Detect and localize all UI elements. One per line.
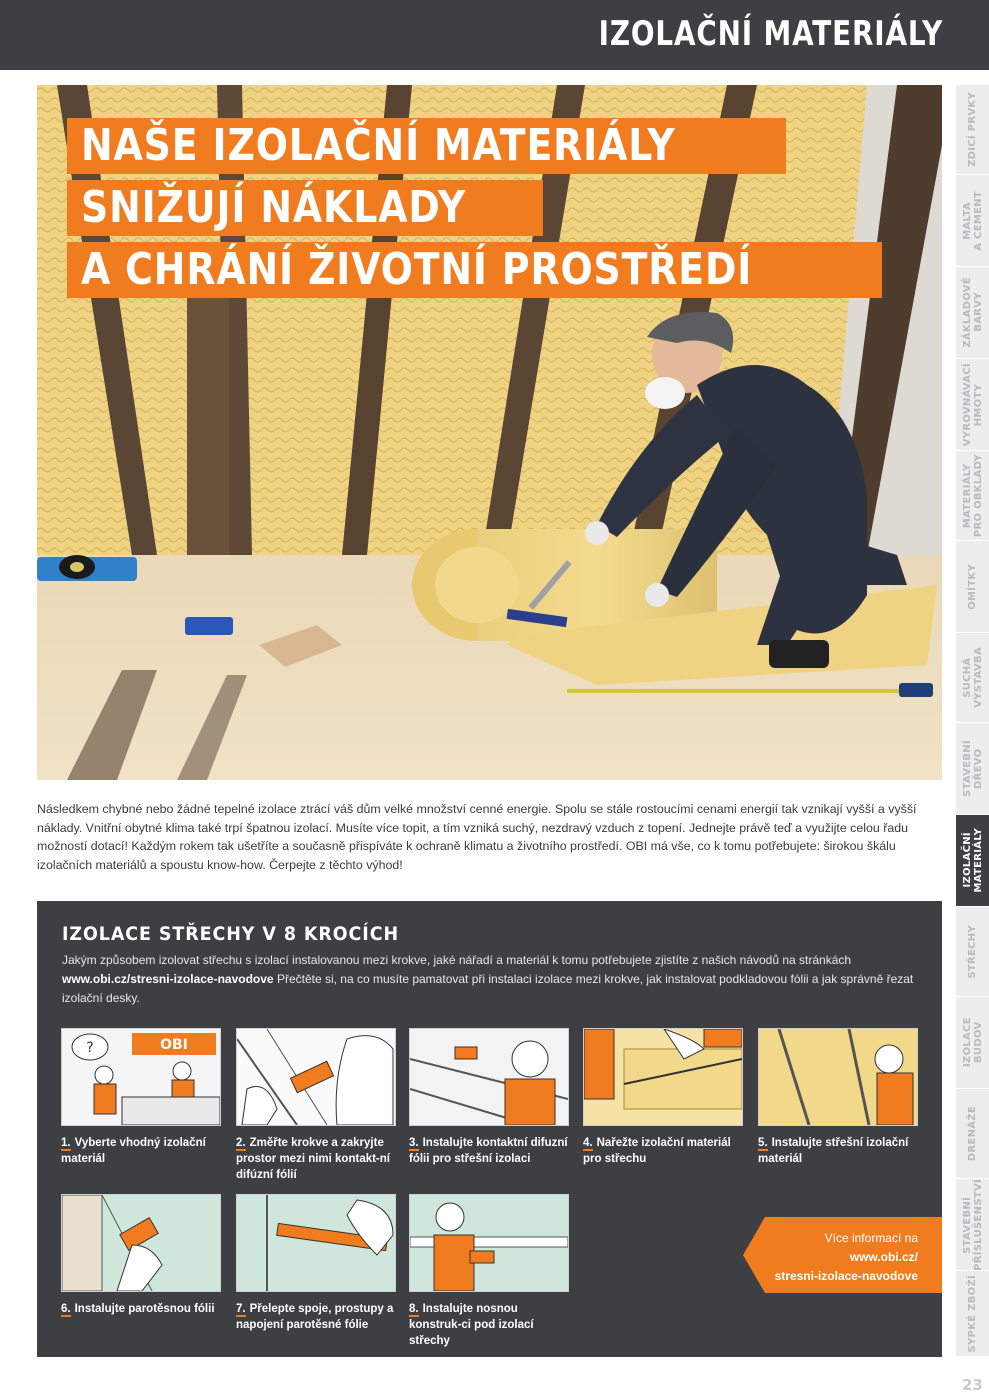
tab-omitky[interactable]: OMÍTKY [956,541,989,633]
hero-image [37,85,942,780]
step-1-caption: 1. Vyberte vhodný izolační materiál [61,1137,206,1165]
tab-stavebni-prislusenstvi[interactable]: STAVEBNÍ PŘÍSLUŠENSTVÍ [956,1179,989,1271]
more-info-callout[interactable] [743,1217,942,1293]
step-5-caption: 5. Instalujte střešní izolační materiál [758,1137,909,1165]
step-3-illustration [409,1028,569,1126]
step-2-illustration [236,1028,396,1126]
step-4-caption: 4. Nařežte izolační materiál pro střechu [583,1137,731,1165]
tab-izolace-budov[interactable]: IZOLACE BUDOV [956,997,989,1089]
step-6-caption: 6. Instalujte parotěsnou fólii [61,1303,215,1315]
tab-zdici-prvky[interactable]: ZDICÍ PRVKY [956,85,989,175]
step-1-illustration [61,1028,221,1126]
steps-link[interactable]: www.obi.cz/stresni-izolace-navodove [62,972,274,986]
obi-sign: OBI [160,1037,188,1053]
steps-section [37,901,942,1357]
tab-strechy[interactable]: STŘECHY [956,907,989,997]
step-3-caption: 3. Instalujte kontaktní difuzní fólii pro střešní izolaci [409,1137,568,1165]
step-8-caption: 8. Instalujte nosnou konstruk-ci pod izolací střechy [409,1303,534,1347]
step-8-illustration [409,1194,569,1292]
tab-stavebni-drevo[interactable]: STAVEBNÍ DŘEVO [956,723,989,815]
more-info-link-line-2[interactable]: stresni-izolace-navodove [774,1269,918,1283]
headline-line-2: SNIŽUJÍ NÁKLADY [67,180,543,236]
tab-sucha-vystavba[interactable]: SUCHÁ VÝSTAVBA [956,633,989,723]
svg-text:?: ? [86,1040,94,1056]
steps-description: Jakým způsobem izolovat střechu s izolací instalovanou mezi krokve, jaké nářadí a materiál k tomu potřebujete zjistíte z našich návodů na stránkách www.obi.cz/stresni-izolace-navodove Přečtěte si, na co musíte pamatovat při instalaci izolace mezi krokve, jak instalovat podkladovou fólii a jak správně řezat izolační desky. [62,953,914,1005]
tab-malta-a-cement[interactable]: MALTA A CEMENT [956,175,989,267]
page-title: IZOLAČNÍ MATERIÁLY [598,14,943,54]
step-4-illustration [583,1028,743,1126]
intro-paragraph: Následkem chybné nebo žádné tepelné izolace ztrácí váš dům velké množství cenné energie. Spolu se stále rostoucími cenami energií tak vznikají vyšší a vyšší náklady. Vnitřní obytné klima také trpí špatnou izolací. Musíte více topit, a tím vzniká suchý, nezdravý vzduch z topení. Jednejte právě teď a využijte celou řadu možností dotací! Každým rokem tak ušetříte a současně přispíváte k ochraně klimatu a životního prostředí. OBI má vše, co k tomu potřebujete: širokou škálu izolačních materiálů a spoustu know-how. Čerpejte z těchto výhod! [37,802,917,872]
headline-line-3: A CHRÁNÍ ŽIVOTNÍ PROSTŘEDÍ [67,242,882,298]
tab-sypke-zbozi[interactable]: SYPKÉ ZBOŽÍ [956,1271,989,1357]
step-7-illustration [236,1194,396,1292]
tab-drenaze[interactable]: DRENÁŽE [956,1089,989,1179]
page-number: 23 [962,1376,983,1394]
step-5-illustration [758,1028,918,1126]
steps-title: IZOLACE STŘECHY V 8 KROCÍCH [62,923,400,945]
tab-materialy-pro-obklady[interactable]: MATERIÁLY PRO OBKLADY [956,451,989,541]
tab-vyrovnavaci-hmoty[interactable]: VYROVNÁVACÍ HMOTY [956,359,989,451]
more-info-label: Více informací na [824,1231,918,1245]
step-2-caption: 2. Změřte krokve a zakryjte prostor mezi nimi kontakt-ní difúzní fólií [236,1137,390,1181]
chapter-tabs [956,85,989,1357]
tab-zakladove-barvy[interactable]: ZÁKLADOVÉ BARVY [956,267,989,359]
step-6-illustration [61,1194,221,1292]
more-info-link-line-1[interactable]: www.obi.cz/ [849,1250,918,1264]
step-7-caption: 7. Přelepte spoje, prostupy a napojení parotěsné fólie [236,1303,394,1331]
headline-line-1: NAŠE IZOLAČNÍ MATERIÁLY [67,118,786,174]
tab-izolacni-materialy[interactable]: IZOLAČNÍ MATERIÁLY [956,815,989,907]
page-header [0,0,989,70]
